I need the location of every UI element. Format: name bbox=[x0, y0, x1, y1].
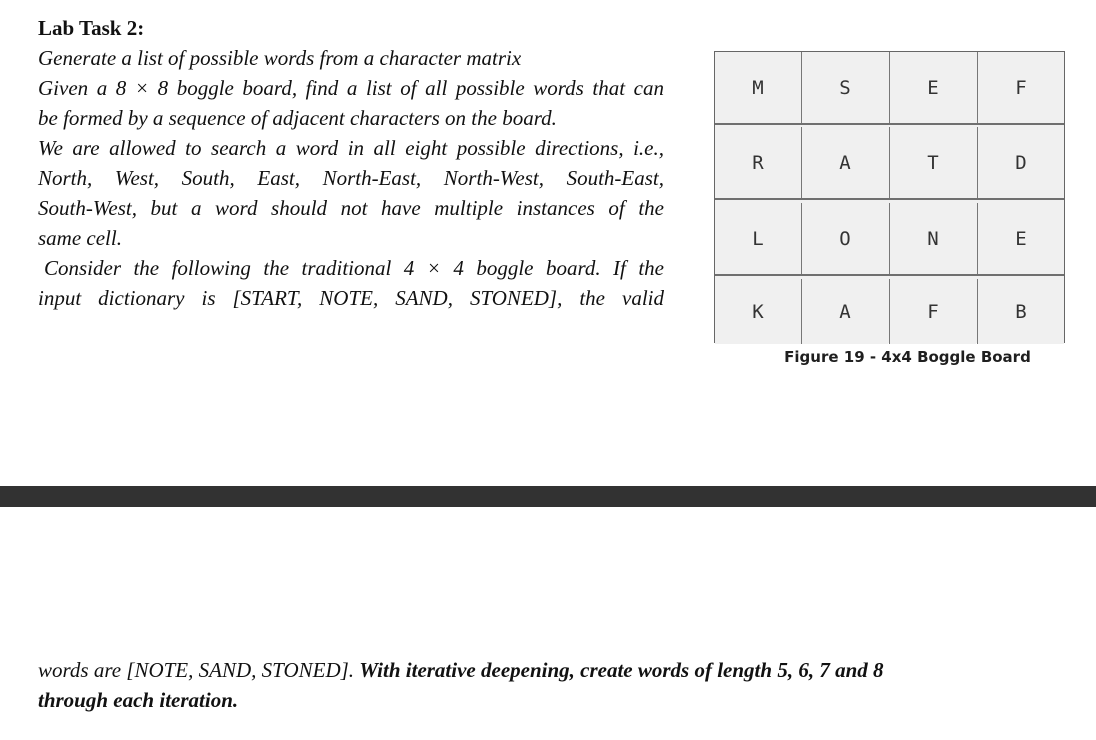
task-line-6: South-West, but a word should not have multiple instances of the bbox=[38, 196, 664, 220]
task-line-3: be formed by a sequence of adjacent characters on the board. bbox=[38, 106, 557, 130]
board-cell: E bbox=[890, 52, 976, 123]
board-cell: E bbox=[978, 203, 1064, 274]
board-cell: R bbox=[715, 127, 801, 198]
board-gridline bbox=[889, 279, 890, 344]
board-row bbox=[715, 52, 1064, 125]
board-gridline bbox=[889, 127, 890, 198]
board-cell: D bbox=[978, 127, 1064, 198]
task-line-1: Generate a list of possible words from a character matrix bbox=[38, 46, 522, 70]
task-heading: Lab Task 2: bbox=[38, 16, 145, 40]
iterative-deepening-text: With iterative deepening, create words of length 5, 6, 7 and 8 bbox=[359, 658, 884, 682]
task-line-9: input dictionary is [START, NOTE, SAND, STONED], the valid bbox=[38, 286, 664, 310]
board-cell: O bbox=[802, 203, 888, 274]
page-divider bbox=[0, 486, 1096, 507]
task-line-5: North, West, South, East, North-East, North-West, South-East, bbox=[38, 166, 664, 190]
task-line-2: Given a 8 × 8 boggle board, find a list of all possible words that can bbox=[38, 76, 664, 100]
board-gridline bbox=[977, 279, 978, 344]
task-line-4: We are allowed to search a word in all eight possible directions, i.e., bbox=[38, 136, 664, 160]
board-gridline bbox=[801, 279, 802, 344]
board-gridline bbox=[801, 127, 802, 198]
board-row bbox=[715, 203, 1064, 276]
board-gridline bbox=[889, 203, 890, 274]
board-cell: F bbox=[890, 279, 976, 344]
board-cell: F bbox=[978, 52, 1064, 123]
boggle-board bbox=[714, 51, 1065, 343]
board-cell: A bbox=[802, 127, 888, 198]
board-gridline bbox=[801, 203, 802, 274]
board-cell: K bbox=[715, 279, 801, 344]
board-gridline bbox=[801, 52, 802, 123]
board-row bbox=[715, 279, 1064, 344]
board-cell: B bbox=[978, 279, 1064, 344]
board-gridline bbox=[977, 203, 978, 274]
valid-words-text: words are [NOTE, SAND, STONED]. bbox=[38, 658, 355, 682]
task-line-8: Consider the following the traditional 4 × 4 boggle board. If the bbox=[44, 256, 664, 280]
board-gridline bbox=[977, 127, 978, 198]
board-cell: S bbox=[802, 52, 888, 123]
board-cell: M bbox=[715, 52, 801, 123]
continuation-line-1 bbox=[38, 655, 1058, 685]
board-row bbox=[715, 127, 1064, 200]
task-description bbox=[38, 43, 664, 313]
task-line-7: same cell. bbox=[38, 226, 122, 250]
board-gridline bbox=[889, 52, 890, 123]
figure-caption: Figure 19 - 4x4 Boggle Board bbox=[784, 348, 1031, 366]
board-gridline bbox=[977, 52, 978, 123]
task-continuation bbox=[38, 655, 1058, 715]
board-cell: N bbox=[890, 203, 976, 274]
board-cell: T bbox=[890, 127, 976, 198]
continuation-line-2: through each iteration. bbox=[38, 688, 239, 712]
board-cell: A bbox=[802, 279, 888, 344]
board-cell: L bbox=[715, 203, 801, 274]
